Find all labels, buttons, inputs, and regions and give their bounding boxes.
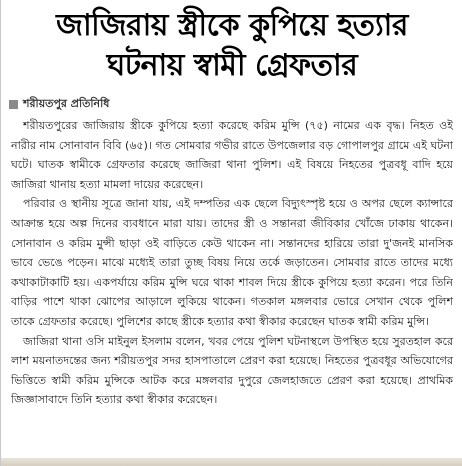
page-bottom-edge [1, 458, 462, 466]
headline [1, 0, 462, 86]
article-body [1, 112, 462, 410]
paragraph-1: শরীয়তপুরের জাজিরায় স্ত্রীকে কুপিয়ে হত্যা করেছে করিম মুন্সি (৭৫) নামের এক বৃদ্ধ। নিহত ওই নারীর নাম সোনাবান বিবি (৬৫)। গত সোমবার গভীর রাতে উপজেলার বড় গোপালপুর গ্রামে এই ঘটনা ঘটে। ঘাতক স্বামীকে গ্রেফতার করেছে জাজিরা থানা পুলিশ। এই বিষয়ে নিহতের পুত্রবধূ বাদি হয়ে জাজিরা থানায় হত্যা মামলা দায়ের করেছেন। [11, 119, 453, 191]
paragraph-3: জাজিরা থানা ওসি মাইনুল ইসলাম বলেন, খবর পেয়ে পুলিশ ঘটনাস্থলে উপস্থিত হয়ে সুরতহাল করে লাশ ময়নাতদন্তের জন্য শরীয়তপুর সদর হাসপাতালে প্রেরণ করা হয়েছে। নিহতের পুত্রবধূর অভিযোগের ভিত্তিতে স্বামী করিম মুন্সিকে আটক করে মঙ্গলবার দুপুরে জেলহাজতে প্রেরণ করা হয়েছে। প্রাথমিক জিজ্ঞাসাবাদে তিনি হত্যার কথা স্বীকার করেছেন। [11, 334, 453, 407]
headline-line-1: জাজিরায় স্ত্রীকে কুপিয়ে হত্যার [56, 8, 408, 43]
byline: শরীয়তপুর প্রতিনিধি [23, 96, 110, 110]
square-bullet-icon [9, 100, 18, 109]
byline-row [9, 96, 462, 112]
headline-line-2: ঘটনায় স্বামী গ্রেফতার [106, 48, 358, 83]
paragraph-2: পরিবার ও স্থানীয় সূত্রে জানা যায়, এই দম্পতির এক ছেলে বিদ্যুৎস্পৃষ্ট হয়ে ও অপর ছেলে ক্যান্সারে আক্রান্ত হয়ে অল্প দিনের ব্যবধানে মারা যায়। তাদের স্ত্রী ও সন্তানরা জীবিকার খোঁজে ঢাকায় থাকেন। সোনাবান ও করিম মুন্সী ছাড়া ওই বাড়িতে কেউ থাকেন না। সন্তানদের হারিয়ে তারা দু'জনই মানসিক ভাবে ভেঙে পড়েন। মাঝে মধ্যেই তারা তুচ্ছ বিষয় নিয়ে তর্কে জড়াতেন। সোমবার রাতে তাদের মধ্যে কথাকাটাকাটি হয়। একপর্যায়ে করিম মুন্সি ঘরে থাকা শাবল দিয়ে স্ত্রীকে কুপিয়ে হত্যা করেন। পরে তিনি বাড়ির পাশে থাকা ঝোপের আড়ালে লুকিয়ে থাকেন। গতকাল মঙ্গলবার ভোরে সেখান থেকে পুলিশ তাকে গ্রেফতার করেছে। পুলিশের কাছে স্ত্রীকে হত্যার কথা স্বীকার করেছেন ঘাতক স্বামী করিম মুন্সি। [11, 197, 453, 328]
